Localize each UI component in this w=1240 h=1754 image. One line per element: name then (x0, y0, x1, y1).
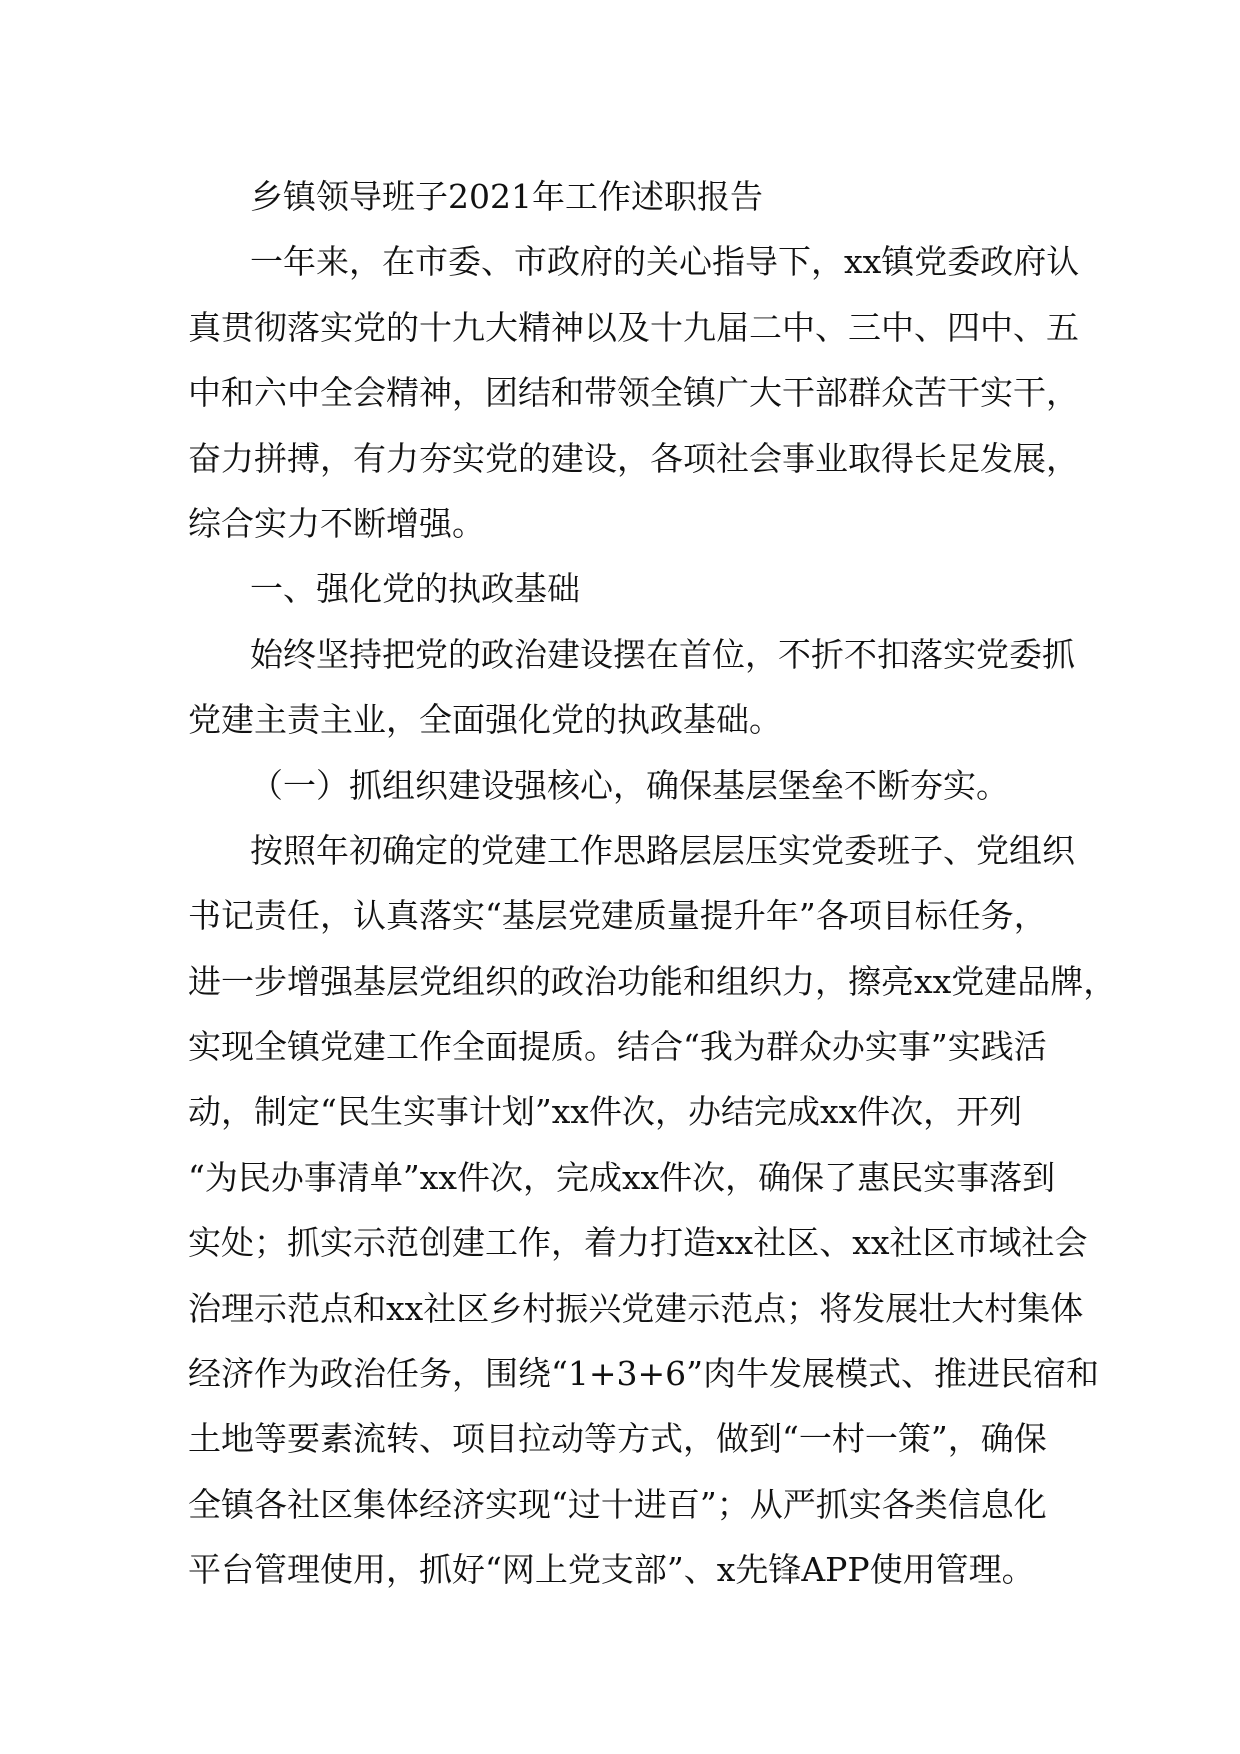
report-body (188, 164, 1117, 1603)
paragraph-line: 党建主责主业，全面强化党的执政基础。 (188, 700, 782, 740)
paragraph-line: 经济作为政治任务，围绕“1+3+6”肉牛发展模式、推进民宿和 (188, 1354, 1100, 1394)
paragraph-line: 实现全镇党建工作全面提质。结合“我为群众办实事”实践活 (188, 1027, 1047, 1067)
paragraph-line: 全镇各社区集体经济实现“过十进百”；从严抓实各类信息化 (188, 1484, 1047, 1524)
paragraph-line: 中和六中全会精神，团结和带领全镇广大干部群众苦干实干， (188, 373, 1079, 413)
subsection-heading: （一）抓组织建设强核心，确保基层堡垒不断夯实。 (250, 765, 1009, 805)
paragraph-line: “为民办事清单”xx件次，完成xx件次，确保了惠民实事落到 (188, 1157, 1056, 1197)
paragraph-line: 奋力拼搏，有力夯实党的建设，各项社会事业取得长足发展， (188, 438, 1079, 478)
section-heading: 一、强化党的执政基础 (250, 569, 580, 609)
paragraph-line: 进一步增强基层党组织的政治功能和组织力，擦亮xx党建品牌， (188, 961, 1117, 1001)
paragraph-line: 书记责任，认真落实“基层党建质量提升年”各项目标任务， (188, 896, 1047, 936)
paragraph-line: 综合实力不断增强。 (188, 503, 485, 543)
paragraph-line: 真贯彻落实党的十九大精神以及十九届二中、三中、四中、五 (188, 307, 1079, 347)
paragraph-line: 始终坚持把党的政治建设摆在首位，不折不扣落实党委抓 (250, 634, 1075, 674)
paragraph-line: 平台管理使用，抓好“网上党支部”、x先锋APP使用管理。 (188, 1550, 1035, 1590)
paragraph-line: 治理示范点和xx社区乡村振兴党建示范点；将发展壮大村集体 (188, 1288, 1084, 1328)
paragraph-line: 土地等要素流转、项目拉动等方式，做到“一村一策”，确保 (188, 1419, 1047, 1459)
paragraph-line: 一年来，在市委、市政府的关心指导下，xx镇党委政府认 (250, 242, 1080, 282)
paragraph-line: 动，制定“民生实事计划”xx件次，办结完成xx件次，开列 (188, 1092, 1023, 1132)
report-title: 乡镇领导班子2021年工作述职报告 (250, 177, 763, 216)
paragraph-line: 实处；抓实示范创建工作，着力打造xx社区、xx社区市域社会 (188, 1223, 1088, 1263)
paragraph-line: 按照年初确定的党建工作思路层层压实党委班子、党组织 (250, 830, 1075, 870)
